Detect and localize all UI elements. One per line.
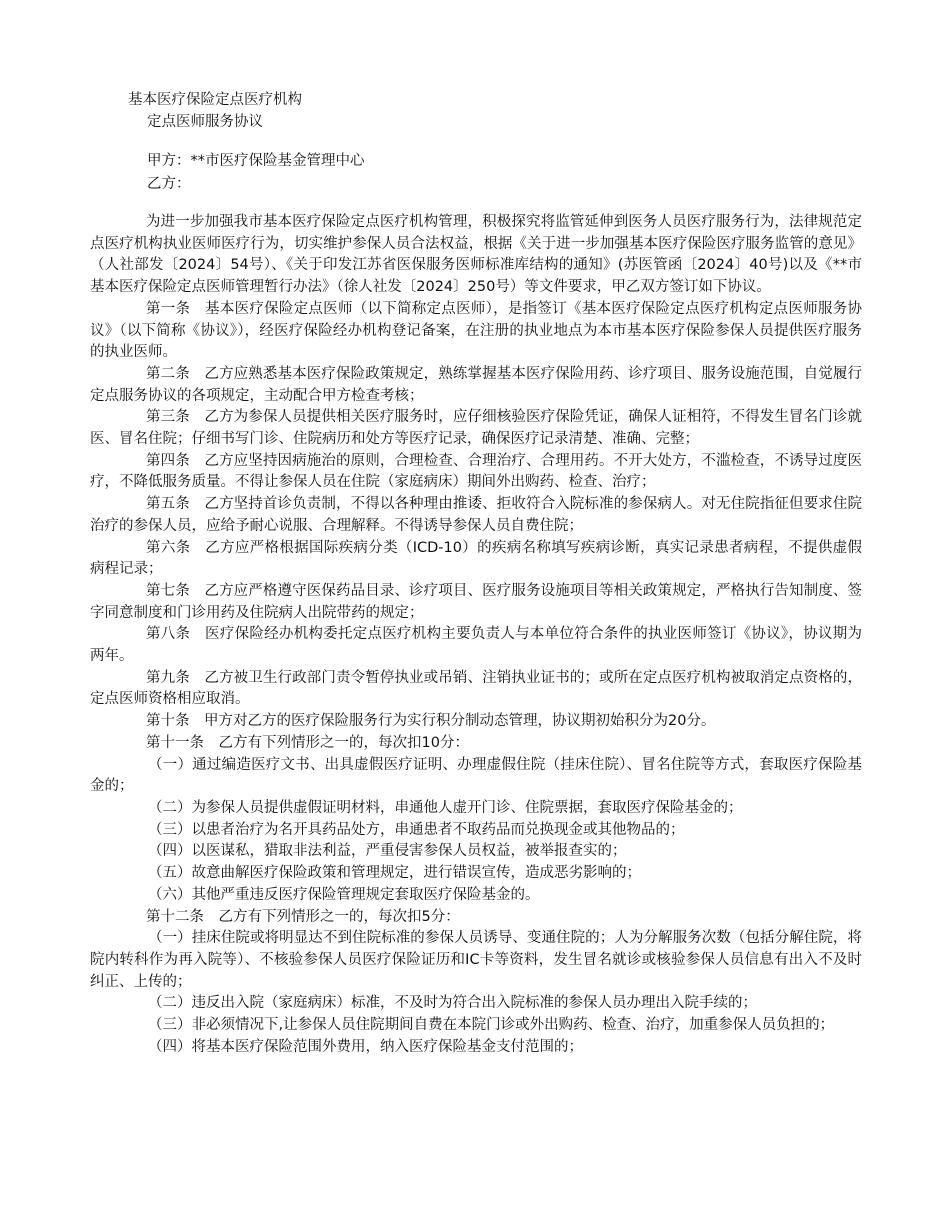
article-12-item-1: （一）挂床住院或将明显达不到住院标准的参保人员诱导、变通住院的；人为分解服务次数（包括分解住院，将院内转科作为再入院等）、不核验参保人员医疗保险证历和IC卡等资料，发生冒名就诊或核验参保人员信息有出入不及时纠正、上传的； — [90, 930, 862, 990]
article-10: 第十条 甲方对乙方的医疗保险服务行为实行积分制动态管理，协议期初始积分为20分。 — [146, 713, 716, 730]
doc-title-line1: 基本医疗保险定点医疗机构 — [128, 92, 302, 108]
article-11-item-6: （六）其他严重违反医疗保险管理规定套取医疗保险基金的。 — [148, 886, 540, 903]
doc-title-line2: 定点医师服务协议 — [147, 114, 263, 130]
article-1: 第一条 基本医疗保险定点医师（以下简称定点医师），是指签订《基本医疗保险定点医疗机构定点医师服务协议》（以下简称《协议》），经医疗保险经办机构登记备案，在注册的执业地点为本市基本医疗保险参保人员提供医疗服务的执业医师。 — [90, 300, 862, 361]
document-body — [90, 212, 862, 1058]
article-12-item-4: （四）将基本医疗保险范围外费用，纳入医疗保险基金支付范围的； — [148, 1038, 583, 1055]
article-3: 第三条 乙方为参保人员提供相关医疗服务时，应仔细核验医疗保险凭证，确保人证相符，不得发生冒名门诊就医、冒名住院；仔细书写门诊、住院病历和处方等医疗记录，确保医疗记录清楚、准确、完整； — [90, 409, 862, 448]
article-2: 第二条 乙方应熟悉基本医疗保险政策规定，熟练掌握基本医疗保险用药、诊疗项目、服务设施范围，自觉履行定点服务协议的各项规定，主动配合甲方检查考核； — [90, 365, 862, 404]
article-12: 第十二条 乙方有下列情形之一的，每次扣5分： — [146, 908, 460, 925]
article-4: 第四条 乙方应坚持因病施治的原则，合理检查、合理治疗、合理用药。不开大处方，不滥检查，不诱导过度医疗，不降低服务质量。不得让参保人员在住院（家庭病床）期间外出购药、检查、治疗； — [90, 452, 862, 491]
article-11-item-3: （三）以患者治疗为名开具药品处方，串通患者不取药品而兑换现金或其他物品的； — [148, 821, 685, 838]
article-12-item-3: （三）非必须情况下,让参保人员住院期间自费在本院门诊或外出购药、检查、治疗，加重参保人员负担的； — [148, 1017, 835, 1034]
article-11: 第十一条 乙方有下列情形之一的，每次扣10分： — [146, 734, 469, 751]
article-7: 第七条 乙方应严格遵守医保药品目录、诊疗项目、医疗服务设施项目等相关政策规定，严格执行告知制度、签字同意制度和门诊用药及住院病人出院带药的规定； — [90, 582, 862, 621]
article-12-item-2: （二）违反出入院（家庭病床）标准，不及时为符合出入院标准的参保人员办理出入院手续的； — [148, 995, 757, 1012]
article-11-item-4: （四）以医谋私，猎取非法利益，严重侵害参保人员权益，被举报查实的； — [148, 843, 627, 860]
article-5: 第五条 乙方坚持首诊负责制，不得以各种理由推诿、拒收符合入院标准的参保病人。对无住院指征但要求住院治疗的参保人员，应给予耐心说服、合理解释。不得诱导参保人员自费住院； — [90, 496, 862, 534]
article-8: 第八条 医疗保险经办机构委托定点医疗机构主要负责人与本单位符合条件的执业医师签订《协议》，协议期为两年。 — [90, 626, 862, 665]
article-11-item-2: （二）为参保人员提供虚假证明材料，串通他人虚开门诊、住院票据，套取医疗保险基金的； — [148, 799, 743, 816]
party-b: 乙方： — [147, 176, 191, 192]
article-11-item-1: （一）通过编造医疗文书、出具虚假医疗证明、办理虚假住院（挂床住院）、冒名住院等方式，套取医疗保险基金的； — [90, 756, 862, 795]
article-6: 第六条 乙方应严格根据国际疾病分类（ICD-10）的疾病名称填写疾病诊断，真实记录患者病程，不提供虚假病程记录； — [90, 539, 862, 578]
preamble-paragraph: 为进一步加强我市基本医疗保险定点医疗机构管理，积极探究将监管延伸到医务人员医疗服务行为，法律规范定点医疗机构执业医师医疗行为，切实维护参保人员合法权益，根据《关于进一步加强基本医疗保险医疗服务监管的意见》（人社部发〔2024〕54号）、《关于印发江苏省医保服务医师标准库结构的通知》(苏医管函〔2024〕40号)以及《**市基本医疗保险定点医师管理暂行办法》（徐人社发〔2024〕250号）等文件要求，甲乙双方签订如下协议。 — [90, 214, 862, 296]
party-a: 甲方：**市医疗保险基金管理中心 — [147, 153, 365, 169]
article-9: 第九条 乙方被卫生行政部门责令暂停执业或吊销、注销执业证书的；或所在定点医疗机构被取消定点资格的，定点医师资格相应取消。 — [90, 669, 862, 708]
article-11-item-5: （五）故意曲解医疗保险政策和管理规定，进行错误宣传，造成恶劣影响的； — [148, 865, 641, 882]
